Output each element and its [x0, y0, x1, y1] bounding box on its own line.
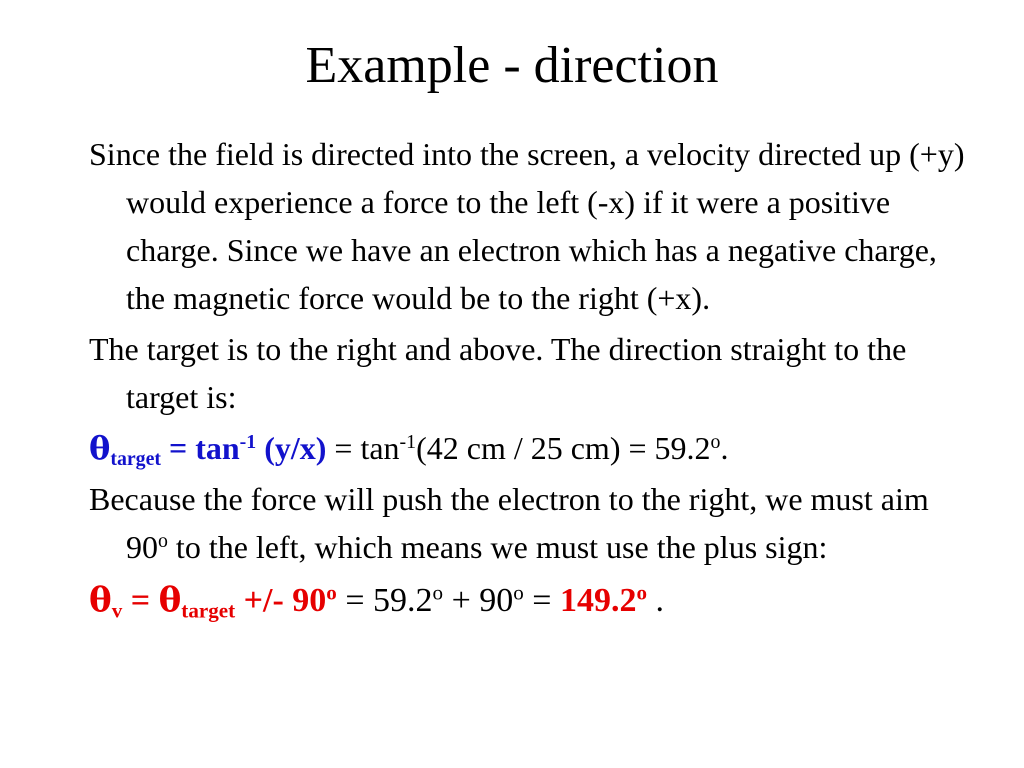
- equation-end: .: [647, 582, 665, 619]
- degree-mark: o: [326, 580, 337, 605]
- equation-value-b: + 90: [443, 582, 514, 619]
- paragraph-target-direction: The target is to the right and above. The direction straight to the target is:: [89, 331, 907, 415]
- slide-body: [89, 130, 969, 627]
- theta-v-symbol: θ: [89, 580, 112, 620]
- theta-v-subscript: v: [111, 598, 123, 623]
- degree-mark: o: [636, 580, 648, 605]
- equation-rest-tan: = tan: [326, 430, 400, 466]
- equation-theta-target: [89, 424, 969, 472]
- paragraph-aim-direction: [89, 475, 969, 571]
- equals-sign: =: [122, 582, 159, 619]
- theta-symbol: θ: [89, 429, 111, 467]
- equation-yx: (y/x): [256, 430, 327, 466]
- paragraph-aim-text-a: Because the force will push the electron to the right, we must aim 90: [89, 481, 929, 565]
- theta-subscript-target: target: [110, 447, 161, 470]
- degree-mark: o: [710, 431, 721, 454]
- equation-period: .: [720, 430, 729, 466]
- equation-rest-value: (42 cm / 25 cm) = 59.2: [416, 430, 711, 466]
- equation-tan-exponent: -1: [239, 431, 257, 454]
- degree-mark: o: [158, 530, 168, 553]
- equation-rest-exponent: -1: [399, 431, 417, 454]
- plus-minus-ninety: +/- 90: [235, 582, 327, 619]
- equation-tan: = tan: [160, 430, 240, 466]
- degree-mark: o: [432, 580, 444, 605]
- theta-target-subscript: target: [181, 598, 236, 623]
- equation-value-c: =: [523, 582, 560, 619]
- equation-value-a: = 59.2: [336, 582, 433, 619]
- paragraph-aim-text-b: to the left, which means we must use the plus sign:: [167, 529, 828, 565]
- equation-theta-v: [89, 574, 969, 627]
- paragraph-field-direction: Since the field is directed into the screen, a velocity directed up (+y) would experience a force to the left (-x) if it were a positive charge. Since we have an electron which has a negative charge, the magnetic force would be to the right (+x).: [89, 136, 965, 316]
- slide-title: Example - direction: [305, 37, 719, 94]
- theta-target-symbol: θ: [158, 580, 182, 620]
- degree-mark: o: [513, 580, 524, 605]
- result-value: 149.2: [559, 582, 637, 619]
